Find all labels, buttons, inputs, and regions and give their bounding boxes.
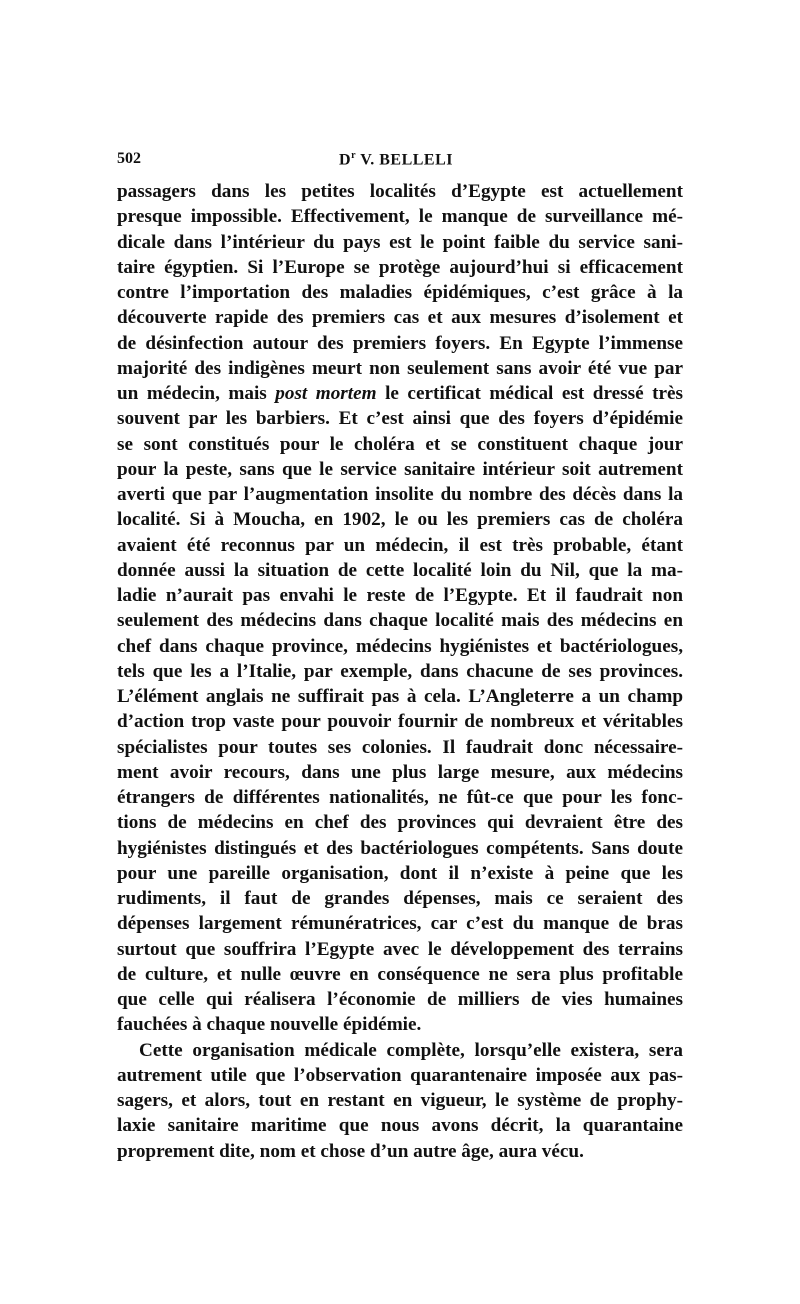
running-head (339, 150, 453, 169)
text-line: souvent par les barbiers. Et c’est ainsi que des foyers d’épidémie (117, 408, 683, 430)
author-name: V. BELLELI (360, 151, 453, 169)
text-line: taire égyptien. Si l’Europe se protège aujourd’hui si efficacement (117, 256, 683, 278)
text-line: L’élément anglais ne suffirait pas à cela. L’Angleterre a un champ (117, 686, 683, 707)
text-line: rudiments, il faut de grandes dépenses, mais ce seraient des (117, 888, 683, 909)
text-line: avaient été reconnus par un médecin, il est très probable, étant (117, 534, 683, 556)
text-line: hygiénistes distingués et des bactériologues compétents. Sans doute (117, 837, 683, 859)
text-line: contre l’importation des maladies épidémiques, c’est grâce à la (117, 282, 683, 303)
text-segment: le certificat médical est dressé très (376, 383, 683, 404)
author-prefix: D (339, 151, 352, 169)
paragraph-1 (117, 179, 683, 1038)
text-line: surtout que souffrira l’Egypte avec le développement des terrains (117, 938, 683, 960)
text-line: ment avoir recours, dans une plus large mesure, aux médecins (117, 761, 683, 783)
paragraph-2 (117, 1038, 683, 1164)
author-prefix-superscript: r (351, 150, 357, 161)
text-line: se sont constitués pour le choléra et se constituent chaque jour (117, 433, 683, 455)
text-line: spécialistes pour toutes ses colonies. Il faudrait donc nécessaire- (117, 736, 683, 758)
text-line: donnée aussi la situation de cette localité loin du Nil, que la ma- (117, 559, 683, 581)
text-line (117, 381, 683, 406)
text-line: averti que par l’augmentation insolite du nombre des décès dans la (117, 484, 683, 505)
text-line: fauchées à chaque nouvelle épidémie. (117, 1014, 422, 1036)
text-line: proprement dite, nom et chose d’un autre âge, aura vécu. (117, 1140, 584, 1162)
text-line: dicale dans l’intérieur du pays est le point faible du service sani- (117, 231, 683, 253)
text-line: que celle qui réalisera l’économie de milliers de vies humaines (117, 989, 683, 1010)
text-line: laxie sanitaire maritime que nous avons décrit, la quarantaine (117, 1115, 683, 1137)
text-segment: un médecin, mais (117, 383, 276, 404)
text-line: de désinfection autour des premiers foyers. En Egypte l’immense (117, 332, 683, 354)
text-line: d’action trop vaste pour pouvoir fournir de nombreux et véritables (117, 711, 683, 733)
page-header (117, 150, 683, 174)
text-line: pour la peste, sans que le service sanitaire intérieur soit autrement (117, 458, 683, 480)
text-line: seulement des médecins dans chaque localité mais des médecins en (117, 610, 683, 632)
body-text (117, 179, 683, 1164)
text-line: pour une pareille organisation, dont il n’existe à peine que les (117, 862, 683, 884)
text-line: de culture, et nulle œuvre en conséquence ne sera plus profitable (117, 963, 683, 985)
text-line: chef dans chaque province, médecins hygiénistes et bactériologues, (117, 635, 683, 657)
italic-phrase: post mortem (275, 383, 377, 404)
text-line: ladie n’aurait pas envahi le reste de l’Egypte. Et il faudrait non (117, 585, 683, 606)
text-line: Cette organisation médicale complète, lorsqu’elle existera, sera (139, 1039, 683, 1061)
text-line: localité. Si à Moucha, en 1902, le ou les premiers cas de choléra (117, 509, 683, 531)
text-line: étrangers de différentes nationalités, ne fût-ce que pour les fonc- (117, 787, 683, 808)
text-line: dépenses largement rémunératrices, car c’est du manque de bras (117, 913, 683, 935)
text-line: presque impossible. Effectivement, le manque de surveillance mé- (117, 206, 683, 228)
page-number: 502 (117, 150, 141, 167)
text-line: sagers, et alors, tout en restant en vigueur, le système de prophy- (117, 1090, 683, 1111)
text-line: découverte rapide des premiers cas et aux mesures d’isolement et (117, 307, 683, 329)
text-line: tels que les a l’Italie, par exemple, dans chacune de ses provinces. (117, 660, 683, 682)
text-line: tions de médecins en chef des provinces qui devraient être des (117, 812, 683, 834)
text-line: passagers dans les petites localités d’Egypte est actuellement (117, 181, 683, 202)
text-line: autrement utile que l’observation quarantenaire imposée aux pas- (117, 1064, 683, 1086)
text-line: majorité des indigènes meurt non seulement sans avoir été vue par (117, 357, 683, 379)
